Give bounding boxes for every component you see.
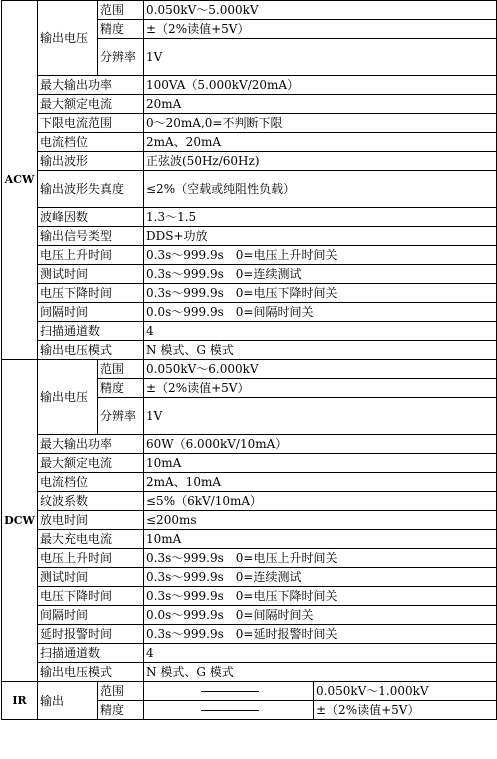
dcw-spec-label: 电压下降时间 [38, 587, 144, 606]
ir-range-label: 范围 [98, 682, 144, 701]
dcw-spec-value: 10mA [144, 454, 497, 473]
acw-section [2, 1, 497, 360]
dcw-spec-value: 2mA、10mA [144, 473, 497, 492]
dcw-accuracy-label: 精度 [98, 379, 144, 398]
acw-section-label: ACW [2, 1, 38, 360]
dcw-spec-value: 0.3s～999.9s 0=电压下降时间关 [144, 587, 497, 606]
dcw-spec-value: N 模式、G 模式 [144, 663, 497, 682]
ir-section-label: IR [2, 682, 38, 720]
dcw-section-label: DCW [2, 360, 38, 682]
dcw-spec-label: 放电时间 [38, 511, 144, 530]
acw-spec-value: 正弦波(50Hz/60Hz) [144, 152, 497, 171]
dcw-spec-value: ≤200ms [144, 511, 497, 530]
acw-accuracy-value: ±（2%读值+5V） [144, 20, 497, 39]
acw-spec-label: 电流档位 [38, 133, 144, 152]
acw-spec-value: 0.0s～999.9s 0=间隔时间关 [144, 303, 497, 322]
ir-range-placeholder [144, 682, 314, 701]
dcw-spec-label: 测试时间 [38, 568, 144, 587]
ir-range-value: 0.050kV～1.000kV [314, 682, 497, 701]
acw-accuracy-label: 精度 [98, 20, 144, 39]
acw-spec-label: 最大额定电流 [38, 95, 144, 114]
acw-spec-label: 电压上升时间 [38, 246, 144, 265]
acw-range-value: 0.050kV～5.000kV [144, 1, 497, 20]
dcw-spec-label: 最大输出功率 [38, 435, 144, 454]
acw-spec-value: ≤2%（空载或纯阻性负载） [144, 171, 497, 208]
acw-spec-value: 4 [144, 322, 497, 341]
acw-range-label: 范围 [98, 1, 144, 20]
acw-spec-label: 电压下降时间 [38, 284, 144, 303]
dcw-spec-value: 0.3s～999.9s 0=连续测试 [144, 568, 497, 587]
acw-spec-label: 输出信号类型 [38, 227, 144, 246]
dcw-spec-label: 间隔时间 [38, 606, 144, 625]
acw-spec-label: 波峰因数 [38, 208, 144, 227]
acw-spec-value: 0.3s～999.9s 0=电压下降时间关 [144, 284, 497, 303]
dcw-range-value: 0.050kV～6.000kV [144, 360, 497, 379]
dcw-spec-value: 10mA [144, 530, 497, 549]
dcw-spec-label: 最大额定电流 [38, 454, 144, 473]
acw-spec-label: 输出电压模式 [38, 341, 144, 360]
dcw-spec-value: 4 [144, 644, 497, 663]
dcw-section [2, 360, 497, 682]
ir-accuracy-label: 精度 [98, 701, 144, 720]
acw-spec-label: 间隔时间 [38, 303, 144, 322]
ir-output-group-label: 输出 [38, 682, 98, 720]
dcw-spec-label: 最大充电电流 [38, 530, 144, 549]
acw-spec-value: 0.3s～999.9s 0=连续测试 [144, 265, 497, 284]
acw-spec-label: 下限电流范围 [38, 114, 144, 133]
dcw-resolution-value: 1V [144, 398, 497, 435]
acw-spec-label: 输出波形失真度 [38, 171, 144, 208]
acw-spec-label: 最大输出功率 [38, 76, 144, 95]
acw-resolution-label: 分辨率 [98, 39, 144, 76]
acw-spec-value: DDS+功放 [144, 227, 497, 246]
acw-resolution-value: 1V [144, 39, 497, 76]
acw-spec-value: N 模式、G 模式 [144, 341, 497, 360]
dcw-spec-value: 60W（6.000kV/10mA） [144, 435, 497, 454]
acw-spec-value: 100VA（5.000kV/20mA） [144, 76, 497, 95]
dcw-spec-value: 0.3s～999.9s 0=电压上升时间关 [144, 549, 497, 568]
spec-table [1, 0, 497, 720]
dcw-spec-label: 输出电压模式 [38, 663, 144, 682]
dcw-spec-value: 0.3s～999.9s 0=延时报警时间关 [144, 625, 497, 644]
dcw-accuracy-value: ±（2%读值+5V） [144, 379, 497, 398]
dcw-spec-value: ≤5%（6kV/10mA） [144, 492, 497, 511]
dcw-range-label: 范围 [98, 360, 144, 379]
acw-spec-label: 扫描通道数 [38, 322, 144, 341]
acw-spec-value: 1.3～1.5 [144, 208, 497, 227]
dcw-voltage-group-label: 输出电压 [38, 360, 98, 435]
ir-accuracy-value: ±（2%读值+5V） [314, 701, 497, 720]
ir-accuracy-placeholder [144, 701, 314, 720]
dcw-spec-label: 电压上升时间 [38, 549, 144, 568]
acw-spec-value: 0～20mA,0=不判断下限 [144, 114, 497, 133]
acw-spec-value: 2mA、20mA [144, 133, 497, 152]
ir-range-dash [201, 691, 259, 692]
spec-document [1, 0, 496, 758]
dcw-spec-value: 0.0s～999.9s 0=间隔时间关 [144, 606, 497, 625]
ir-accuracy-dash [201, 710, 259, 711]
acw-spec-label: 输出波形 [38, 152, 144, 171]
ir-section [2, 682, 497, 720]
acw-spec-value: 20mA [144, 95, 497, 114]
acw-spec-label: 测试时间 [38, 265, 144, 284]
dcw-spec-label: 纹波系数 [38, 492, 144, 511]
dcw-spec-label: 电流档位 [38, 473, 144, 492]
acw-voltage-group-label: 输出电压 [38, 1, 98, 76]
dcw-spec-label: 延时报警时间 [38, 625, 144, 644]
dcw-resolution-label: 分辨率 [98, 398, 144, 435]
acw-spec-value: 0.3s～999.9s 0=电压上升时间关 [144, 246, 497, 265]
dcw-spec-label: 扫描通道数 [38, 644, 144, 663]
